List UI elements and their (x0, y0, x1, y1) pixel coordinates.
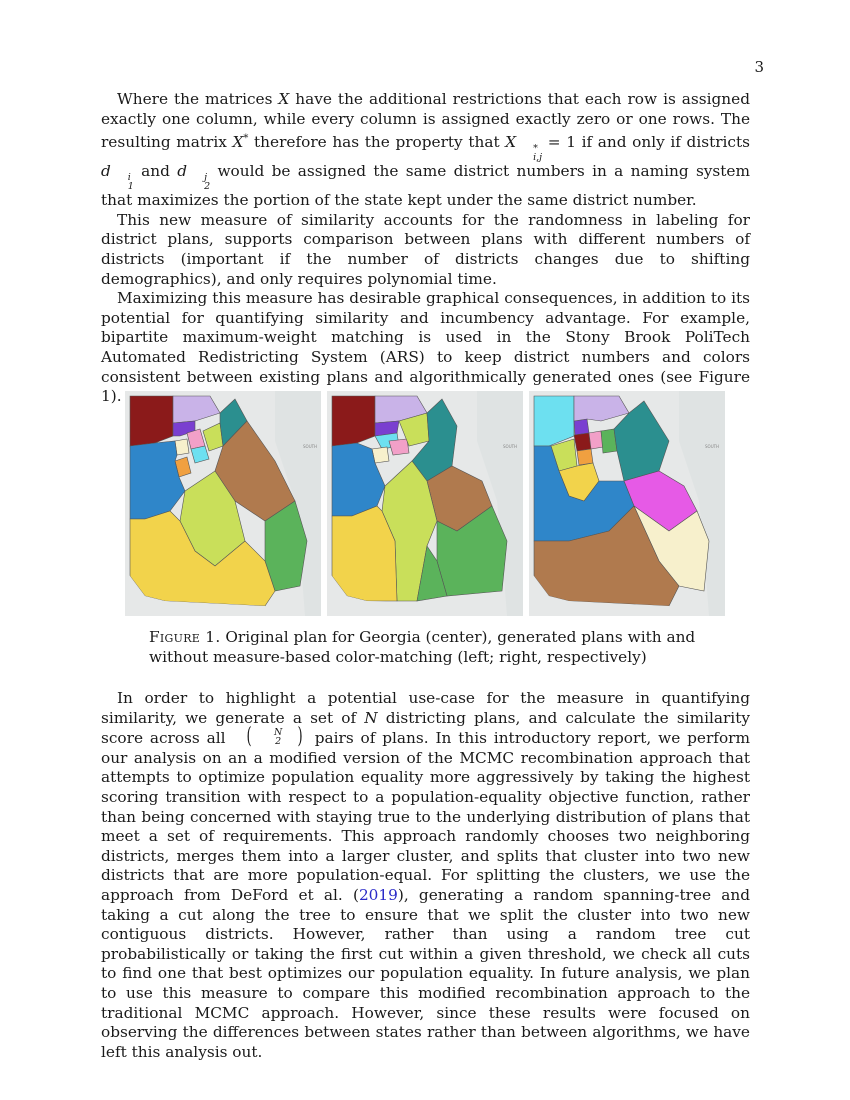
district-region (589, 431, 603, 449)
district-region (577, 449, 593, 465)
math-d2: d (177, 162, 188, 181)
math-X: X (278, 90, 290, 108)
district-region (175, 439, 189, 455)
figure-caption-text: Original plan for Georgia (center), generated plans with and without measure-based color-matching (left; right, respectively) (149, 628, 696, 666)
p4-text-b: districting plans, and calculate the similarity score across all (101, 708, 750, 748)
page-number: 3 (754, 58, 764, 76)
paragraph-1 (101, 90, 750, 211)
math-d1-scripts (112, 173, 134, 191)
p4-text-a: In order to highlight a potential use-case for the measure in quantifying similarity, we generate a set of (101, 689, 750, 727)
map-right-svg (529, 391, 725, 616)
p1-text-a: Where the matrices (117, 90, 279, 108)
p1-text-c: therefore has the property that (248, 133, 506, 152)
map-left-color-matched (125, 391, 321, 616)
p1-text-b: have the additional restrictions that each row is assigned exactly one column, while every column is assigned exactly zero or one rows. The resulting matrix (101, 90, 750, 152)
district-region (534, 396, 574, 446)
map-center-svg (327, 391, 523, 616)
p4-text-c: pairs of plans. In this introductory report, we perform our analysis on an a modified version of the MCMC recombination approach that attempts to optimize population equality more aggressively by taking the highest scoring transition with respect to a population-equality objective function, rather than being concerned with staying true to the underlying distribution of plans that meet a set of requirements. This approach randomly chooses two neighboring districts, merges them into a larger cluster, and splits that cluster into two new districts that are more population-equal. For splitting the clusters, we use the approach from DeFord et al. ( (101, 729, 750, 904)
map-center-sc-label: SOUTH (503, 444, 518, 449)
math-X-ij-sup: * (533, 143, 538, 155)
binom-bottom: 2 (275, 736, 282, 748)
p1-text-f: would be assigned the same district numbers in a naming system that maximizes the portion of the state kept under the same district number. (101, 162, 750, 210)
math-star-sup: * (243, 133, 249, 145)
figure-georgia-maps (125, 391, 725, 616)
math-d2-scripts (188, 173, 210, 191)
figure-label: Figure 1. (149, 628, 221, 646)
paragraph-2: This new measure of similarity accounts for the randomness in labeling for district plans, supports comparison between plans with different numbers of districts (important if the number of districts changes due to shifting demographics), and only requires polynomial time. (101, 210, 750, 288)
math-d2-sup: j (204, 172, 208, 184)
math-X-ij-sub: i,j (533, 152, 543, 164)
math-d1: d (101, 162, 111, 181)
math-N: N (364, 708, 378, 727)
math-X-star: X (232, 133, 244, 152)
body-text-top (101, 90, 750, 407)
map-right-unmatched (529, 391, 725, 616)
math-X-ij-scripts (517, 144, 542, 162)
district-region (130, 396, 173, 446)
math-d1-sub: 1 (127, 181, 134, 193)
map-left-svg (125, 391, 321, 616)
math-X-ij: X (505, 133, 517, 152)
math-d2-sub: 2 (204, 181, 211, 193)
p1-text-e: and (133, 162, 178, 181)
math-d1-sup: i (127, 172, 131, 184)
district-region (574, 419, 589, 435)
paragraph-3: Maximizing this measure has desirable graphical consequences, in addition to its potential for quantifying similarity and incumbency advantage. For example, bipartite maximum-weight matching is used in the Stony Brook PoliTech Automated Redistricting System (ARS) to keep district numbers and colors consistent between existing plans and algorithmically generated ones (see Figure 1). (101, 289, 750, 406)
paragraph-4 (101, 689, 750, 1062)
math-binomial: ( N 2 ) (246, 724, 303, 750)
district-region (574, 433, 591, 451)
p1-text-d: = 1 if and only if districts (542, 133, 750, 152)
district-region (332, 396, 375, 446)
binom-top: N (273, 727, 283, 739)
citation-link[interactable]: 2019 (358, 885, 398, 904)
p4-text-d: ), generating a random spanning-tree and taking a cut along the tree to ensure that we split the cluster into two new contiguous districts. However, rather than using a random tree cut probabilistically or taking the first cut within a given threshold, we check all cuts to find one that best optimizes our population equality. In future analysis, we plan to use this measure to compare this modified recombination approach to the traditional MCMC approach. However, since these results were focused on observing the differences between states rather than between algorithms, we have left this analysis out. (101, 885, 751, 1061)
figure-caption (149, 627, 719, 667)
map-left-sc-label: SOUTH (303, 444, 318, 449)
body-text-bottom (101, 689, 750, 1062)
map-center-original (327, 391, 523, 616)
map-right-sc-label: SOUTH (705, 444, 720, 449)
